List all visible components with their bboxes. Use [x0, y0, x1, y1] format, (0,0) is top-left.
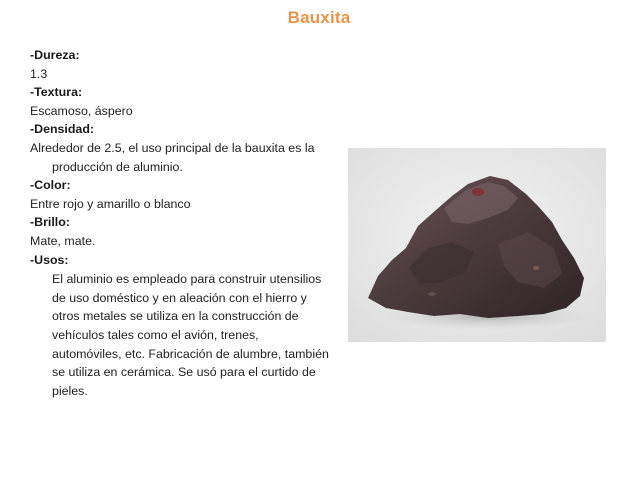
properties-list: [30, 46, 330, 400]
uses-value: El aluminio es empleado para construir utensilios de uso doméstico y en aleación con el hierro y otros metales se utiliza en la construcción de vehículos tales como el avión, trenes, automóviles, etc. Fabricación de alumbre, también se utiliza en cerámica. Se usó para el curtido de pieles.: [52, 272, 329, 398]
luster-value: Mate, mate.: [30, 233, 96, 248]
rock-speck: [428, 292, 436, 296]
hardness-label: -Dureza:: [30, 48, 80, 62]
rock-red-spot: [472, 188, 484, 196]
hardness-value: 1.3: [30, 66, 48, 81]
density-label: -Densidad:: [30, 122, 95, 137]
color-label: -Color:: [30, 178, 71, 193]
slide-title: Bauxita: [287, 8, 351, 27]
texture-label: -Textura:: [30, 85, 83, 100]
luster-label: -Brillo:: [30, 215, 70, 230]
bauxite-rock-photo: [348, 148, 606, 342]
density-value: Alrededor de 2.5, el uso principal de la bauxita es la producción de aluminio.: [30, 140, 315, 174]
rock-speck: [533, 266, 539, 270]
texture-value: Escamoso, áspero: [30, 103, 133, 118]
uses-label: -Usos:: [30, 252, 69, 267]
color-value: Entre rojo y amarillo o blanco: [30, 196, 191, 211]
